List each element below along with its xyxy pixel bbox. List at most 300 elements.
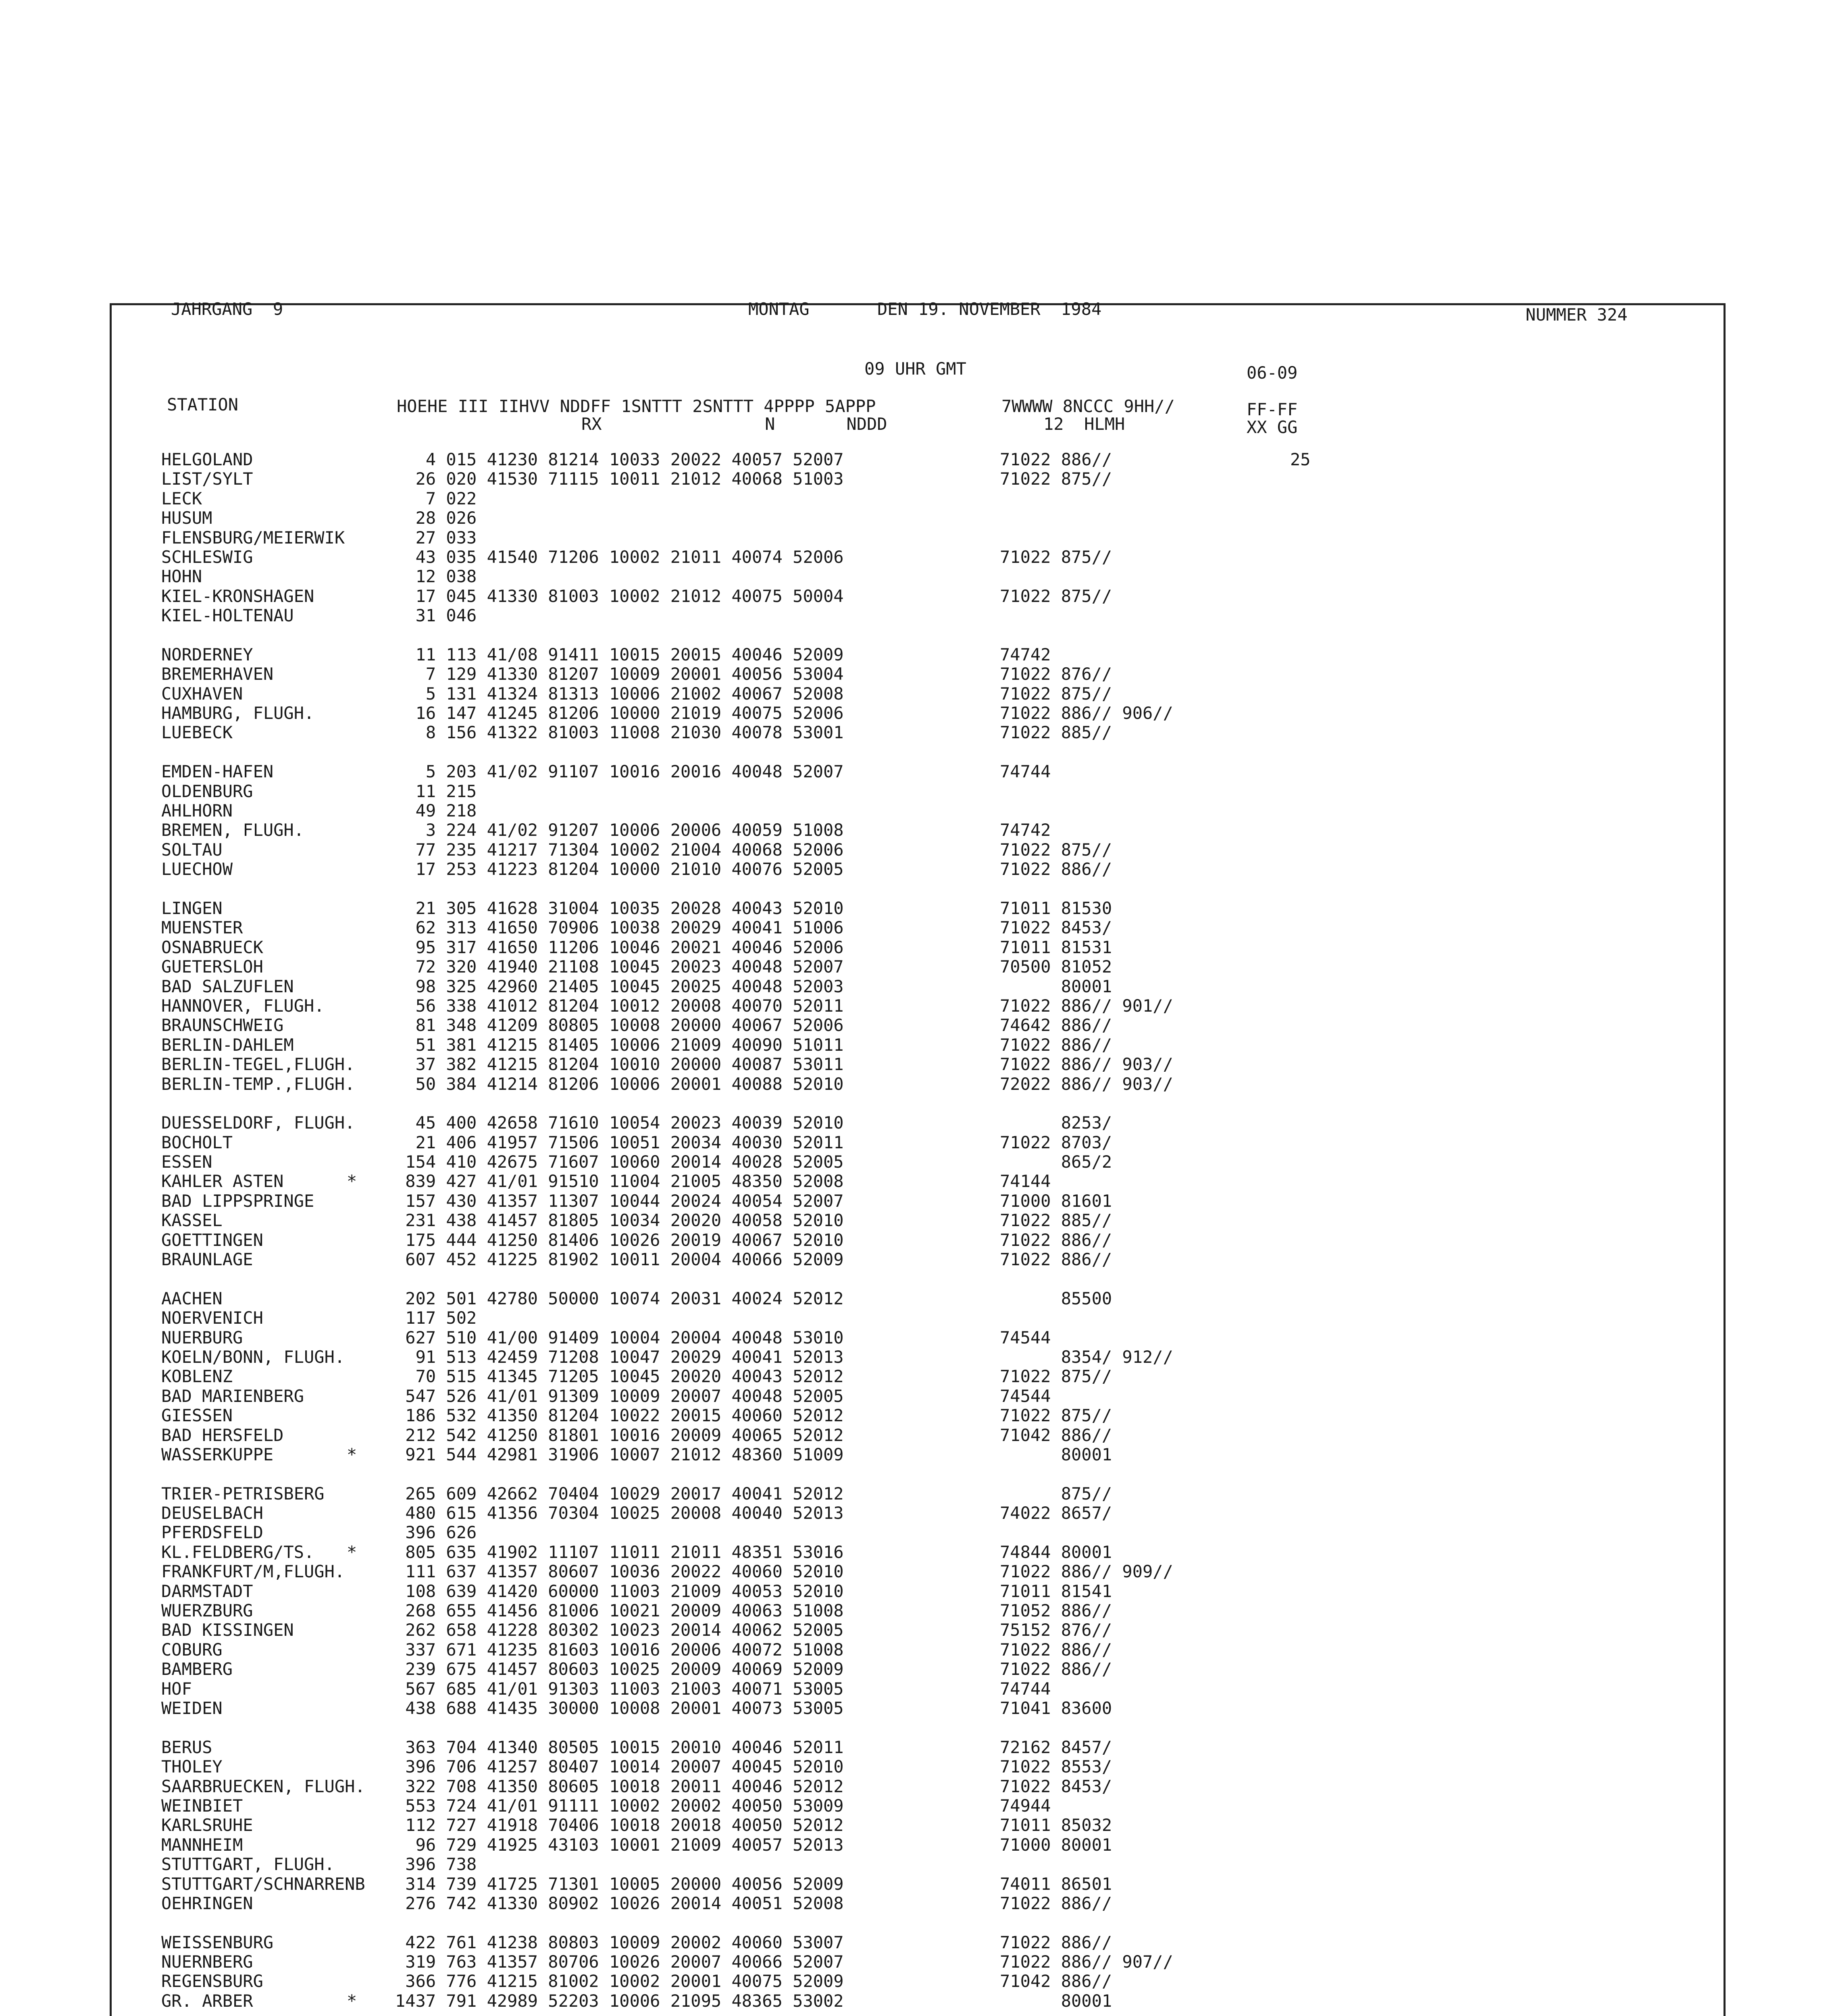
station-observation: 91 513 42459 71208 10047 20029 40041 52013 (395, 1347, 844, 1367)
group-separator (161, 1269, 1411, 1289)
station-observation: 337 671 41235 81603 10016 20006 40072 51008 (395, 1639, 844, 1660)
station-name: SOLTAU (161, 839, 223, 860)
table-row (161, 1152, 1411, 1172)
table-row (161, 1660, 1411, 1679)
station-observation: 175 444 41250 81406 10026 20019 40067 52010 (395, 1230, 844, 1250)
table-row (161, 1679, 1411, 1699)
station-observation: 265 609 42662 70404 10029 20017 40041 52012 (395, 1483, 844, 1504)
station-observation: 322 708 41350 80605 10018 20011 40046 52012 (395, 1776, 844, 1796)
station-observation: 396 706 41257 80407 10014 20007 40045 52010 (395, 1757, 844, 1777)
table-row (161, 938, 1411, 957)
station-weather-groups: 71022 8703/ (1000, 1132, 1112, 1152)
table-row (161, 528, 1411, 548)
table-row (161, 1855, 1411, 1874)
table-row (161, 918, 1411, 937)
station-observation: 21 406 41957 71506 10051 20034 40030 52011 (395, 1132, 844, 1152)
station-observation: 98 325 42960 21405 10045 20025 40048 52003 (395, 976, 844, 996)
station-weather-groups: 71022 8453/ (1000, 918, 1112, 938)
station-name: SCHLESWIG (161, 547, 253, 567)
station-observation: 239 675 41457 80603 10025 20009 40069 52009 (395, 1659, 844, 1679)
station-observation: 396 738 (395, 1854, 477, 1874)
station-name: BREMEN, FLUGH. (161, 820, 304, 840)
col-tail-sub: 12 HLMH (1043, 414, 1125, 434)
station-weather-groups: 80001 (1000, 1444, 1112, 1464)
station-name: GOETTINGEN (161, 1230, 263, 1250)
station-weather-groups: 71022 875// (1000, 547, 1112, 567)
station-weather-groups: 71011 85032 (1000, 1815, 1112, 1835)
station-name: LECK (161, 488, 202, 508)
group-separator (161, 1718, 1411, 1737)
table-row (161, 645, 1411, 664)
station-weather-groups: 8253/ (1000, 1113, 1112, 1133)
station-name: SAARBRUECKEN, FLUGH. (161, 1776, 365, 1796)
station-observation: 81 348 41209 80805 10008 20000 40067 52006 (395, 1015, 844, 1035)
station-weather-groups: 74011 86501 (1000, 1874, 1112, 1894)
station-name: KOBLENZ (161, 1366, 233, 1387)
station-name: OEHRINGEN (161, 1893, 253, 1913)
station-observation: 12 038 (395, 566, 477, 587)
station-name: DEUSELBACH (161, 1503, 263, 1523)
table-row (161, 1816, 1411, 1835)
station-name: LUECHOW (161, 859, 233, 879)
station-weather-groups: 72162 8457/ (1000, 1737, 1112, 1757)
station-name: BERLIN-TEGEL,FLUGH. (161, 1054, 355, 1075)
station-weather-groups: 70500 81052 (1000, 957, 1112, 977)
station-observation: 51 381 41215 81405 10006 21009 40090 51011 (395, 1035, 844, 1055)
volume-label: JAHRGANG 9 (171, 299, 283, 319)
station-weather-groups: 71022 885// (1000, 1210, 1112, 1231)
station-name: BREMERHAVEN (161, 664, 274, 684)
table-row (161, 1835, 1411, 1855)
station-name: LUEBECK (161, 723, 233, 743)
station-observation: 50 384 41214 81206 10006 20001 40088 52010 (395, 1074, 844, 1094)
station-observation: 111 637 41357 80607 10036 20022 40060 52010 (395, 1562, 844, 1582)
station-name: BOCHOLT (161, 1132, 233, 1152)
station-observation: 49 218 (395, 801, 477, 821)
station-name: WUERZBURG (161, 1601, 253, 1621)
station-weather-groups: 71022 886// 909// (1000, 1562, 1173, 1582)
station-weather-groups: 71000 80001 (1000, 1835, 1112, 1855)
table-row (161, 567, 1411, 586)
table-row (161, 684, 1411, 704)
station-name: AHLHORN (161, 801, 233, 821)
station-observation: 3 224 41/02 91207 10006 20006 40059 51008 (395, 820, 844, 840)
station-weather-groups: 71022 886// (1000, 1230, 1112, 1250)
weekday-label: MONTAG (748, 299, 810, 319)
station-weather-groups: 71022 886// (1000, 450, 1112, 469)
station-observation: 7 022 (395, 488, 477, 508)
station-name: EMDEN-HAFEN (161, 762, 274, 782)
table-row (161, 1367, 1411, 1386)
table-row (161, 1582, 1411, 1601)
table-row (161, 1972, 1411, 1991)
table-row (161, 1620, 1411, 1640)
station-weather-groups: 875// (1000, 1483, 1112, 1504)
group-separator (161, 1094, 1411, 1113)
station-observation: 202 501 42780 50000 10074 20031 40024 52012 (395, 1288, 844, 1308)
table-row (161, 1016, 1411, 1035)
station-name: NORDERNEY (161, 644, 253, 664)
station-weather-groups: 71022 876// (1000, 664, 1112, 684)
station-weather-groups: 71011 81530 (1000, 898, 1112, 918)
station-name: BERLIN-DAHLEM (161, 1035, 294, 1055)
station-observation: 1437 791 42989 52203 10006 21095 48365 53002 (395, 1991, 844, 2011)
station-observation: 607 452 41225 81902 10011 20004 40066 52009 (395, 1250, 844, 1270)
station-name: DUESSELDORF, FLUGH. (161, 1113, 355, 1133)
col-main: HOEHE III IIHVV NDDFF 1SNTTT 2SNTTT 4PPPP 5APPP (397, 396, 876, 416)
station-name: FLENSBURG/MEIERWIK (161, 527, 345, 548)
table-row (161, 1113, 1411, 1133)
station-observation: 319 763 41357 80706 10026 20007 40066 52007 (395, 1952, 844, 1972)
station-weather-groups: 71022 886// 906// (1000, 703, 1173, 723)
mountain-station-marker: * (347, 1542, 357, 1562)
station-observation: 231 438 41457 81805 10034 20020 40058 52010 (395, 1210, 844, 1231)
station-weather-groups: 71022 886// (1000, 859, 1112, 879)
station-weather-groups: 71022 875// (1000, 586, 1112, 606)
station-weather-groups: 71022 875// (1000, 839, 1112, 860)
station-name: GIESSEN (161, 1406, 233, 1426)
station-weather-groups: 74742 (1000, 644, 1051, 664)
station-observation: 7 129 41330 81207 10009 20001 40056 53004 (395, 664, 844, 684)
station-name: BAD LIPPSPRINGE (161, 1191, 314, 1211)
station-weather-groups: 71022 8553/ (1000, 1757, 1112, 1777)
station-observation: 268 655 41456 81006 10021 20009 40063 51008 (395, 1601, 844, 1621)
group-separator (161, 626, 1411, 645)
station-weather-groups: 74744 (1000, 1679, 1051, 1699)
station-observation: 567 685 41/01 91303 11003 21003 40071 53005 (395, 1679, 844, 1699)
station-name: WEISSENBURG (161, 1932, 274, 1952)
table-row (161, 1172, 1411, 1191)
station-name: LINGEN (161, 898, 223, 918)
station-gusts: 25 (1290, 450, 1311, 469)
station-weather-groups: 71022 886// 903// (1000, 1054, 1173, 1075)
table-row (161, 508, 1411, 528)
station-weather-groups: 74144 (1000, 1171, 1051, 1191)
station-name: BERLIN-TEMP.,FLUGH. (161, 1074, 355, 1094)
table-row (161, 723, 1411, 742)
station-name: KASSEL (161, 1210, 223, 1231)
station-name: DARMSTADT (161, 1581, 253, 1601)
table-row (161, 1991, 1411, 2011)
station-weather-groups: 71022 875// (1000, 469, 1112, 489)
station-weather-groups: 71041 83600 (1000, 1698, 1112, 1718)
group-separator (161, 743, 1411, 762)
station-observation: 56 338 41012 81204 10012 20008 40070 52011 (395, 996, 844, 1016)
station-observation: 553 724 41/01 91111 10002 20002 40050 53009 (395, 1795, 844, 1816)
station-observation: 480 615 41356 70304 10025 20008 40040 52013 (395, 1503, 844, 1523)
table-row (161, 1933, 1411, 1952)
station-name: CUXHAVEN (161, 683, 243, 704)
station-name: HAMBURG, FLUGH. (161, 703, 314, 723)
station-observation: 17 045 41330 81003 10002 21012 40075 50004 (395, 586, 844, 606)
station-observation: 117 502 (395, 1308, 477, 1328)
group-separator (161, 1913, 1411, 1933)
station-observation: 363 704 41340 80505 10015 20010 40046 52011 (395, 1737, 844, 1757)
table-row (161, 664, 1411, 684)
table-row (161, 1250, 1411, 1269)
table-row (161, 1484, 1411, 1504)
station-name: BRAUNSCHWEIG (161, 1015, 284, 1035)
station-weather-groups: 71052 886// (1000, 1601, 1112, 1621)
station-weather-groups: 71022 875// (1000, 683, 1112, 704)
station-weather-groups: 80001 (1000, 1991, 1112, 2011)
station-weather-groups: 74944 (1000, 1795, 1051, 1816)
station-observation: 212 542 41250 81801 10016 20009 40065 52012 (395, 1425, 844, 1445)
station-weather-groups: 71042 886// (1000, 1425, 1112, 1445)
station-observation: 11 113 41/08 91411 10015 20015 40046 52009 (395, 644, 844, 664)
table-row (161, 1777, 1411, 1796)
station-observation: 96 729 41925 43103 10001 21009 40057 52013 (395, 1835, 844, 1855)
table-row (161, 1075, 1411, 1094)
table-row (161, 1328, 1411, 1347)
station-name: HOHN (161, 566, 202, 587)
station-name: BAD HERSFELD (161, 1425, 284, 1445)
station-name: TRIER-PETRISBERG (161, 1483, 325, 1504)
table-row (161, 957, 1411, 977)
station-weather-groups: 71022 886// (1000, 1932, 1112, 1952)
station-weather-groups: 80001 (1000, 976, 1112, 996)
station-observation: 62 313 41650 70906 10038 20029 40041 51006 (395, 918, 844, 938)
col-wind: FF-FF (1247, 400, 1298, 419)
table-row (161, 977, 1411, 996)
table-row (161, 489, 1411, 508)
station-weather-groups: 74742 (1000, 820, 1051, 840)
station-weather-groups: 74744 (1000, 762, 1051, 782)
table-row (161, 1562, 1411, 1581)
table-row (161, 1601, 1411, 1620)
station-weather-groups: 71011 81541 (1000, 1581, 1112, 1601)
table-row (161, 840, 1411, 860)
station-weather-groups: 74544 (1000, 1327, 1051, 1347)
station-name: HOF (161, 1679, 192, 1699)
station-weather-groups: 71022 886// (1000, 1659, 1112, 1679)
table-row (161, 548, 1411, 567)
table-row (161, 1426, 1411, 1445)
station-name: NUERNBERG (161, 1952, 253, 1972)
table-row (161, 1699, 1411, 1718)
table-row (161, 1289, 1411, 1308)
station-name: BAD MARIENBERG (161, 1386, 304, 1406)
station-name: LIST/SYLT (161, 469, 253, 489)
station-name: KL.FELDBERG/TS. (161, 1542, 314, 1562)
table-row (161, 587, 1411, 606)
station-weather-groups: 74544 (1000, 1386, 1051, 1406)
station-observation: 366 776 41215 81002 10002 20001 40075 52009 (395, 1971, 844, 1991)
station-observation: 95 317 41650 11206 10046 20021 40046 52006 (395, 937, 844, 957)
station-weather-groups: 71022 875// (1000, 1406, 1112, 1426)
station-weather-groups: 74022 8657/ (1000, 1503, 1112, 1523)
date-label: DEN 19. NOVEMBER 1984 (877, 299, 1102, 319)
station-observation: 77 235 41217 71304 10002 21004 40068 52006 (395, 839, 844, 860)
station-weather-groups: 72022 886// 903// (1000, 1074, 1173, 1094)
station-observation: 11 215 (395, 781, 477, 801)
station-name: NUERBURG (161, 1327, 243, 1347)
station-name: KOELN/BONN, FLUGH. (161, 1347, 345, 1367)
station-observation: 262 658 41228 80302 10023 20014 40062 52005 (395, 1620, 844, 1640)
station-observation: 45 400 42658 71610 10054 20023 40039 52010 (395, 1113, 844, 1133)
issue-number: NUMMER 324 (1526, 305, 1628, 325)
station-observation: 43 035 41540 71206 10002 21011 40074 52006 (395, 547, 844, 567)
station-observation: 27 033 (395, 527, 477, 548)
station-weather-groups: 71022 8453/ (1000, 1776, 1112, 1796)
station-name: BAD SALZUFLEN (161, 976, 294, 996)
observation-time: 09 UHR GMT (864, 359, 966, 379)
station-observation: 627 510 41/00 91409 10004 20004 40048 53010 (395, 1327, 844, 1347)
station-weather-groups: 865/2 (1000, 1152, 1112, 1172)
station-weather-groups: 71022 886// 907// (1000, 1952, 1173, 1972)
table-row (161, 1757, 1411, 1776)
station-name: HANNOVER, FLUGH. (161, 996, 325, 1016)
station-name: STUTTGART, FLUGH. (161, 1854, 335, 1874)
station-observation: 186 532 41350 81204 10022 20015 40060 52012 (395, 1406, 844, 1426)
station-name: WEIDEN (161, 1698, 223, 1718)
station-name: KIEL-KRONSHAGEN (161, 586, 314, 606)
station-weather-groups: 74844 80001 (1000, 1542, 1112, 1562)
table-row (161, 1738, 1411, 1757)
station-observation: 805 635 41902 11107 11011 21011 48351 53016 (395, 1542, 844, 1562)
station-name: HELGOLAND (161, 450, 253, 469)
station-observation: 396 626 (395, 1522, 477, 1543)
station-observation: 26 020 41530 71115 10011 21012 40068 51003 (395, 469, 844, 489)
station-observation: 547 526 41/01 91309 10009 20007 40048 52005 (395, 1386, 844, 1406)
station-observation: 422 761 41238 80803 10009 20002 40060 53007 (395, 1932, 844, 1952)
station-name: NOERVENICH (161, 1308, 263, 1328)
station-observation: 108 639 41420 60000 11003 21009 40053 52010 (395, 1581, 844, 1601)
table-row (161, 1387, 1411, 1406)
group-separator (161, 2011, 1411, 2016)
station-name: FRANKFURT/M,FLUGH. (161, 1562, 345, 1582)
station-observation: 5 203 41/02 91107 10016 20016 40048 52007 (395, 762, 844, 782)
col-wind-sub: XX GG (1247, 417, 1298, 437)
table-row (161, 450, 1411, 469)
station-observation: 72 320 41940 21108 10045 20023 40048 52007 (395, 957, 844, 977)
station-name: GUETERSLOH (161, 957, 263, 977)
mountain-station-marker: * (347, 1991, 357, 2011)
col-tail: 7WWWW 8NCCC 9HH// (1001, 396, 1175, 416)
station-observation: 438 688 41435 30000 10008 20001 40073 53005 (395, 1698, 844, 1718)
table-row (161, 1308, 1411, 1328)
station-name: WEINBIET (161, 1795, 243, 1816)
station-weather-groups: 71000 81601 (1000, 1191, 1112, 1211)
table-row (161, 782, 1411, 801)
station-name: AACHEN (161, 1288, 223, 1308)
station-observation: 921 544 42981 31906 10007 21012 48360 51009 (395, 1444, 844, 1464)
table-row (161, 1952, 1411, 1972)
table-row (161, 821, 1411, 840)
station-name: MANNHEIM (161, 1835, 243, 1855)
station-observation: 16 147 41245 81206 10000 21019 40075 52006 (395, 703, 844, 723)
station-name: OSNABRUECK (161, 937, 263, 957)
station-observation: 17 253 41223 81204 10000 21010 40076 52005 (395, 859, 844, 879)
station-observation: 157 430 41357 11307 10044 20024 40054 52007 (395, 1191, 844, 1211)
table-row (161, 860, 1411, 879)
mountain-station-marker: * (347, 1444, 357, 1464)
table-row (161, 1191, 1411, 1211)
station-observation: 154 410 42675 71607 10060 20014 40028 52005 (395, 1152, 844, 1172)
station-name: MUENSTER (161, 918, 243, 938)
table-row (161, 996, 1411, 1016)
station-name: STUTTGART/SCHNARRENB (161, 1874, 365, 1894)
station-name: BAMBERG (161, 1659, 233, 1679)
table-row (161, 1406, 1411, 1425)
station-name: HUSUM (161, 508, 212, 528)
station-name: COBURG (161, 1639, 223, 1660)
station-name: ESSEN (161, 1152, 212, 1172)
station-weather-groups: 71022 875// (1000, 1366, 1112, 1387)
station-observation: 70 515 41345 71205 10045 20020 40043 52012 (395, 1366, 844, 1387)
station-observation: 112 727 41918 70406 10018 20018 40050 52012 (395, 1815, 844, 1835)
station-name: OLDENBURG (161, 781, 253, 801)
station-weather-groups: 71011 81531 (1000, 937, 1112, 957)
mountain-station-marker: * (347, 1171, 357, 1191)
station-observation: 31 046 (395, 606, 477, 626)
station-name: KIEL-HOLTENAU (161, 606, 294, 626)
table-row (161, 606, 1411, 625)
station-name: KARLSRUHE (161, 1815, 253, 1835)
station-weather-groups: 71022 886// (1000, 1639, 1112, 1660)
col-station: STATION (167, 395, 239, 414)
station-weather-groups: 71042 886// (1000, 1971, 1112, 1991)
station-observation: 839 427 41/01 91510 11004 21005 48350 52008 (395, 1171, 844, 1191)
table-row (161, 762, 1411, 781)
table-row (161, 1133, 1411, 1152)
table-row (161, 1894, 1411, 1913)
group-separator (161, 1464, 1411, 1484)
station-name: REGENSBURG (161, 1971, 263, 1991)
station-name: BRAUNLAGE (161, 1250, 253, 1270)
station-weather-groups: 74642 886// (1000, 1015, 1112, 1035)
station-observation: 37 382 41215 81204 10010 20000 40087 53011 (395, 1054, 844, 1075)
station-observation: 4 015 41230 81214 10033 20022 40057 52007 (395, 450, 844, 469)
station-name: BERUS (161, 1737, 212, 1757)
station-table (161, 450, 1411, 2016)
station-name: THOLEY (161, 1757, 223, 1777)
table-row (161, 1211, 1411, 1230)
table-row (161, 899, 1411, 918)
station-weather-groups: 75152 876// (1000, 1620, 1112, 1640)
station-weather-groups: 71022 886// (1000, 1893, 1112, 1913)
table-row (161, 1347, 1411, 1367)
station-weather-groups: 71022 885// (1000, 723, 1112, 743)
station-weather-groups: 71022 886// 901// (1000, 996, 1173, 1016)
table-row (161, 1055, 1411, 1074)
station-observation: 276 742 41330 80902 10026 20014 40051 52008 (395, 1893, 844, 1913)
station-name: KAHLER ASTEN (161, 1171, 284, 1191)
station-weather-groups: 85500 (1000, 1288, 1112, 1308)
station-weather-groups: 71022 886// (1000, 1250, 1112, 1270)
station-observation: 8 156 41322 81003 11008 21030 40078 53001 (395, 723, 844, 743)
table-row (161, 1445, 1411, 1464)
col-main-sub: RX N NDDD (581, 414, 887, 434)
station-name: PFERDSFELD (161, 1522, 263, 1543)
table-row (161, 1231, 1411, 1250)
station-observation: 5 131 41324 81313 10006 21002 40067 52008 (395, 683, 844, 704)
period-label: 06-09 (1247, 363, 1298, 383)
group-separator (161, 879, 1411, 899)
table-row (161, 1874, 1411, 1894)
station-name: WASSERKUPPE (161, 1444, 274, 1464)
table-row (161, 1504, 1411, 1523)
station-observation: 314 739 41725 71301 10005 20000 40056 52009 (395, 1874, 844, 1894)
table-row (161, 1640, 1411, 1660)
table-row (161, 1543, 1411, 1562)
table-row (161, 1523, 1411, 1542)
station-name: GR. ARBER (161, 1991, 253, 2011)
table-row (161, 1035, 1411, 1055)
table-row (161, 704, 1411, 723)
station-weather-groups: 8354/ 912// (1000, 1347, 1173, 1367)
station-observation: 28 026 (395, 508, 477, 528)
